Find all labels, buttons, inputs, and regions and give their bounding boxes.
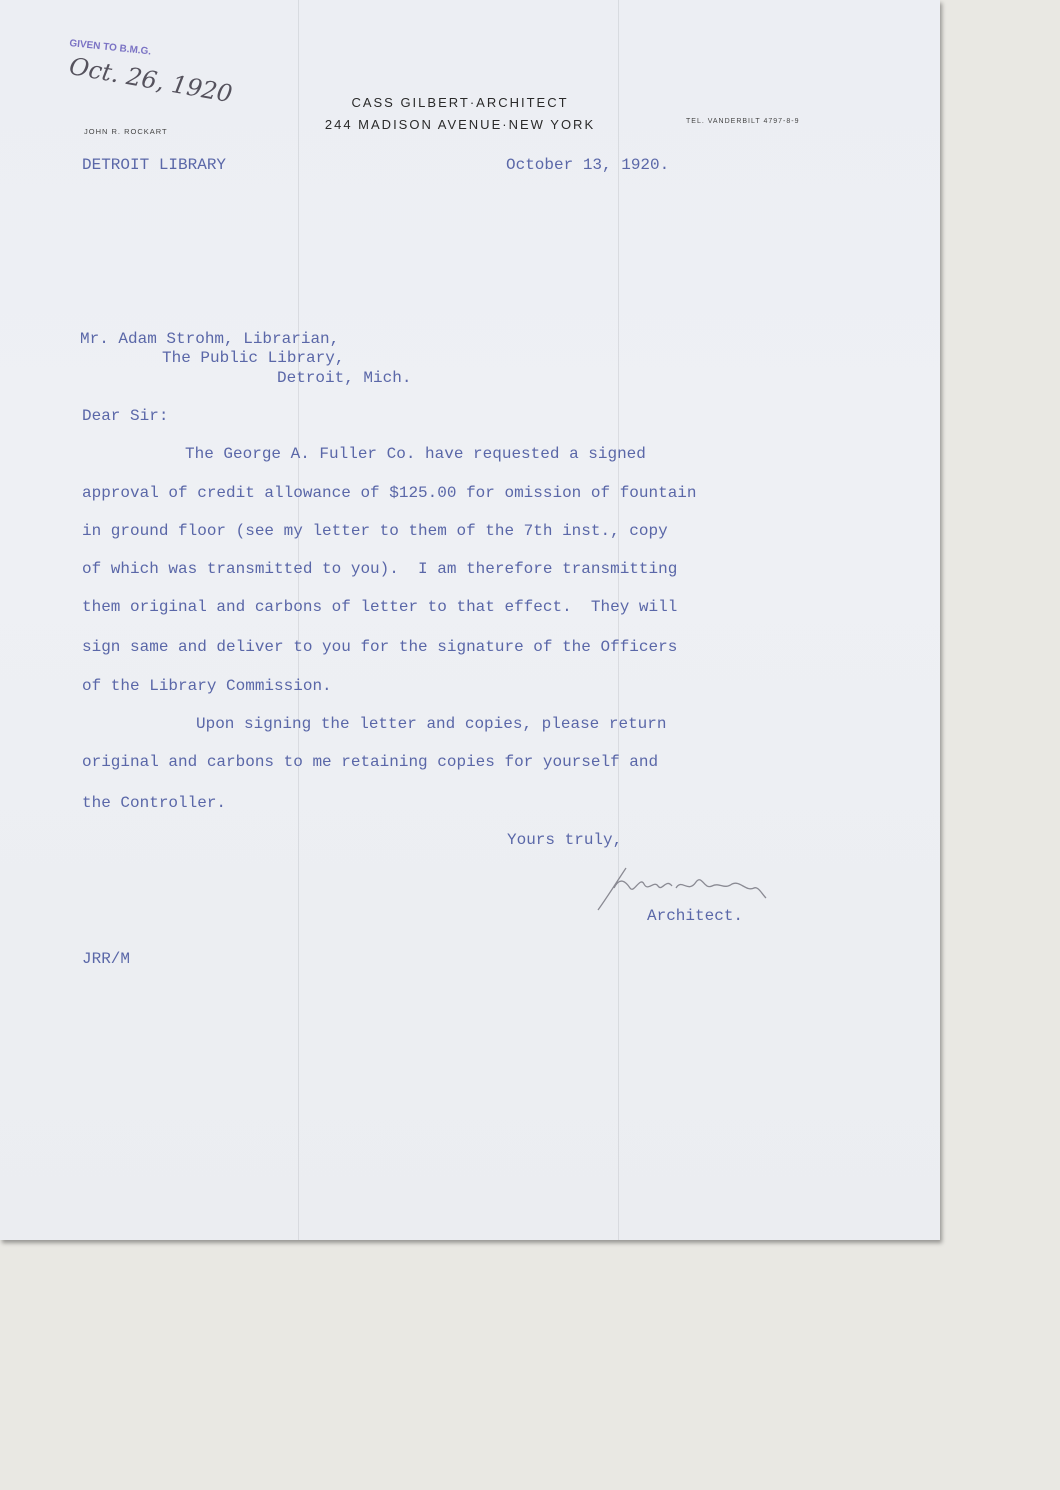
body-line: them original and carbons of letter to that effect. They will [82, 598, 678, 616]
body-line: sign same and deliver to you for the signature of the Officers [82, 638, 678, 656]
typist-initials: JRR/M [82, 950, 131, 968]
signature-title: Architect. [647, 907, 744, 925]
body-line: Upon signing the letter and copies, please return [196, 715, 667, 733]
received-stamp: GIVEN TO B.M.G. [68, 38, 152, 58]
body-line: The George A. Fuller Co. have requested a signed [185, 445, 646, 463]
closing: Yours truly, [507, 831, 623, 849]
reference-line: DETROIT LIBRARY [82, 156, 227, 174]
letterhead-firm: CASS GILBERT·ARCHITECT [351, 95, 569, 110]
body-line: approval of credit allowance of $125.00 for omission of fountain [82, 484, 697, 502]
fold-line [298, 0, 299, 1240]
letterhead-address: 244 MADISON AVENUE·NEW YORK [324, 117, 596, 132]
addressee-line-1: Mr. Adam Strohm, Librarian, [80, 330, 340, 348]
body-line: of the Library Commission. [82, 677, 332, 695]
letterhead-person: JOHN R. ROCKART [84, 127, 168, 136]
body-line: of which was transmitted to you). I am therefore transmitting [82, 560, 678, 578]
letterhead-telephone: TEL. VANDERBILT 4797-8-9 [686, 118, 800, 125]
fold-line [618, 0, 619, 1240]
addressee-line-2: The Public Library, [162, 349, 345, 367]
addressee-line-3: Detroit, Mich. [277, 369, 412, 387]
body-line: in ground floor (see my letter to them of the 7th inst., copy [82, 522, 668, 540]
body-line: original and carbons to me retaining copies for yourself and [82, 753, 659, 771]
salutation: Dear Sir: [82, 407, 169, 425]
letter-date: October 13, 1920. [506, 156, 670, 174]
body-line: the Controller. [82, 794, 227, 812]
handwritten-date: Oct. 26, 1920 [67, 52, 235, 109]
